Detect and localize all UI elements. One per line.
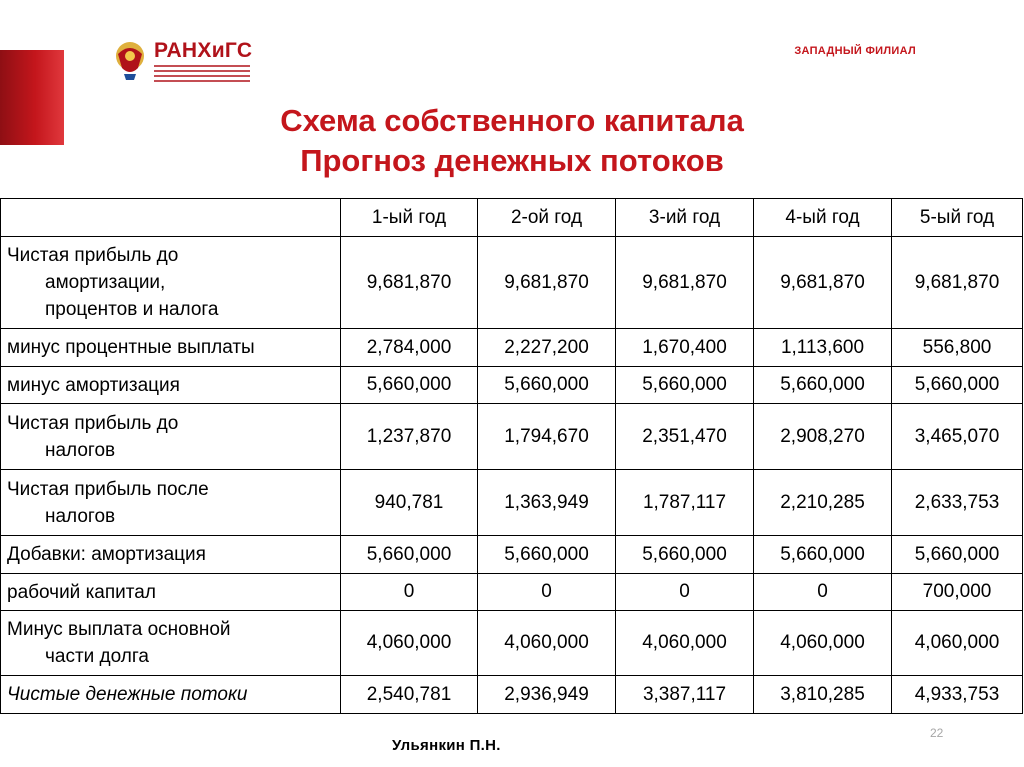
- table-cell: 0: [754, 574, 892, 611]
- table-cell: 3,387,117: [616, 676, 754, 714]
- table-cell: 4,060,000: [341, 611, 478, 676]
- table-cell: 5,660,000: [341, 536, 478, 574]
- eagle-emblem-icon: [112, 38, 148, 82]
- table-cell: 1,113,600: [754, 329, 892, 367]
- table-cell: 0: [341, 574, 478, 611]
- table-header-row: [1, 199, 1023, 237]
- table-cell: 1,794,670: [478, 404, 616, 470]
- row-label: Чистая прибыль до налогов: [1, 404, 341, 470]
- table-row: [1, 367, 1023, 404]
- table-cell: 2,351,470: [616, 404, 754, 470]
- page-number: 22: [930, 726, 944, 740]
- table-cell: 3,465,070: [892, 404, 1023, 470]
- table-cell: 5,660,000: [341, 367, 478, 404]
- column-header: 4-ый год: [754, 199, 892, 237]
- table-cell: 2,936,949: [478, 676, 616, 714]
- table-cell: 5,660,000: [754, 367, 892, 404]
- table-row: [1, 329, 1023, 367]
- ranepa-logo: [112, 38, 252, 84]
- table-row: [1, 404, 1023, 470]
- column-header: 1-ый год: [341, 199, 478, 237]
- table-cell: 5,660,000: [616, 536, 754, 574]
- row-label: Минус выплата основной части долга: [1, 611, 341, 676]
- table-cell: 2,633,753: [892, 470, 1023, 536]
- row-label: Добавки: амортизация: [1, 536, 341, 574]
- table-cell: 1,237,870: [341, 404, 478, 470]
- table-cell: 5,660,000: [478, 536, 616, 574]
- table-cell: 1,787,117: [616, 470, 754, 536]
- table-cell: 9,681,870: [892, 237, 1023, 329]
- table-cell: 4,060,000: [892, 611, 1023, 676]
- table-cell: 5,660,000: [616, 367, 754, 404]
- column-header: 3-ий год: [616, 199, 754, 237]
- table-cell: 5,660,000: [478, 367, 616, 404]
- table-cell: 0: [616, 574, 754, 611]
- table-cell: 9,681,870: [341, 237, 478, 329]
- table-cell: 9,681,870: [616, 237, 754, 329]
- table-cell: 9,681,870: [478, 237, 616, 329]
- table-row-total: [1, 676, 1023, 714]
- row-label: Чистая прибыль после налогов: [1, 470, 341, 536]
- table-cell: 9,681,870: [754, 237, 892, 329]
- column-header: 5-ый год: [892, 199, 1023, 237]
- table-row: [1, 611, 1023, 676]
- logo-subtitle-lines: [154, 65, 250, 85]
- table-cell: 4,060,000: [754, 611, 892, 676]
- table-cell: 1,363,949: [478, 470, 616, 536]
- table-cell: 0: [478, 574, 616, 611]
- table-row: [1, 536, 1023, 574]
- logo-wordmark: РАНХиГС: [154, 39, 253, 62]
- row-label: минус амортизация: [1, 367, 341, 404]
- table-cell: 4,933,753: [892, 676, 1023, 714]
- row-label: Чистая прибыль до амортизации, процентов и налога: [1, 237, 341, 329]
- branch-label: ЗАПАДНЫЙ ФИЛИАЛ: [794, 45, 916, 57]
- table-row: [1, 470, 1023, 536]
- slide-subtitle: Прогноз денежных потоков: [300, 143, 724, 178]
- table-cell: 556,800: [892, 329, 1023, 367]
- table-row: [1, 237, 1023, 329]
- table-cell: 2,227,200: [478, 329, 616, 367]
- column-header: 2-ой год: [478, 199, 616, 237]
- table-cell: 5,660,000: [892, 367, 1023, 404]
- table-cell: 2,784,000: [341, 329, 478, 367]
- row-label: рабочий капитал: [1, 574, 341, 611]
- table-cell: 5,660,000: [892, 536, 1023, 574]
- table-cell: 2,908,270: [754, 404, 892, 470]
- table-corner-cell: [1, 199, 341, 237]
- table-cell: 1,670,400: [616, 329, 754, 367]
- table-cell: 2,540,781: [341, 676, 478, 714]
- cash-flow-table: [0, 198, 1023, 714]
- table-cell: 3,810,285: [754, 676, 892, 714]
- author-name: Ульянкин П.Н.: [392, 737, 501, 754]
- table-cell: 2,210,285: [754, 470, 892, 536]
- table-row: [1, 574, 1023, 611]
- row-label: минус процентные выплаты: [1, 329, 341, 367]
- table-cell: 940,781: [341, 470, 478, 536]
- table-cell: 5,660,000: [754, 536, 892, 574]
- table-cell: 4,060,000: [478, 611, 616, 676]
- table-cell: 4,060,000: [616, 611, 754, 676]
- table-cell: 700,000: [892, 574, 1023, 611]
- slide-title: Схема собственного капитала: [280, 103, 744, 138]
- row-label: Чистые денежные потоки: [1, 676, 341, 714]
